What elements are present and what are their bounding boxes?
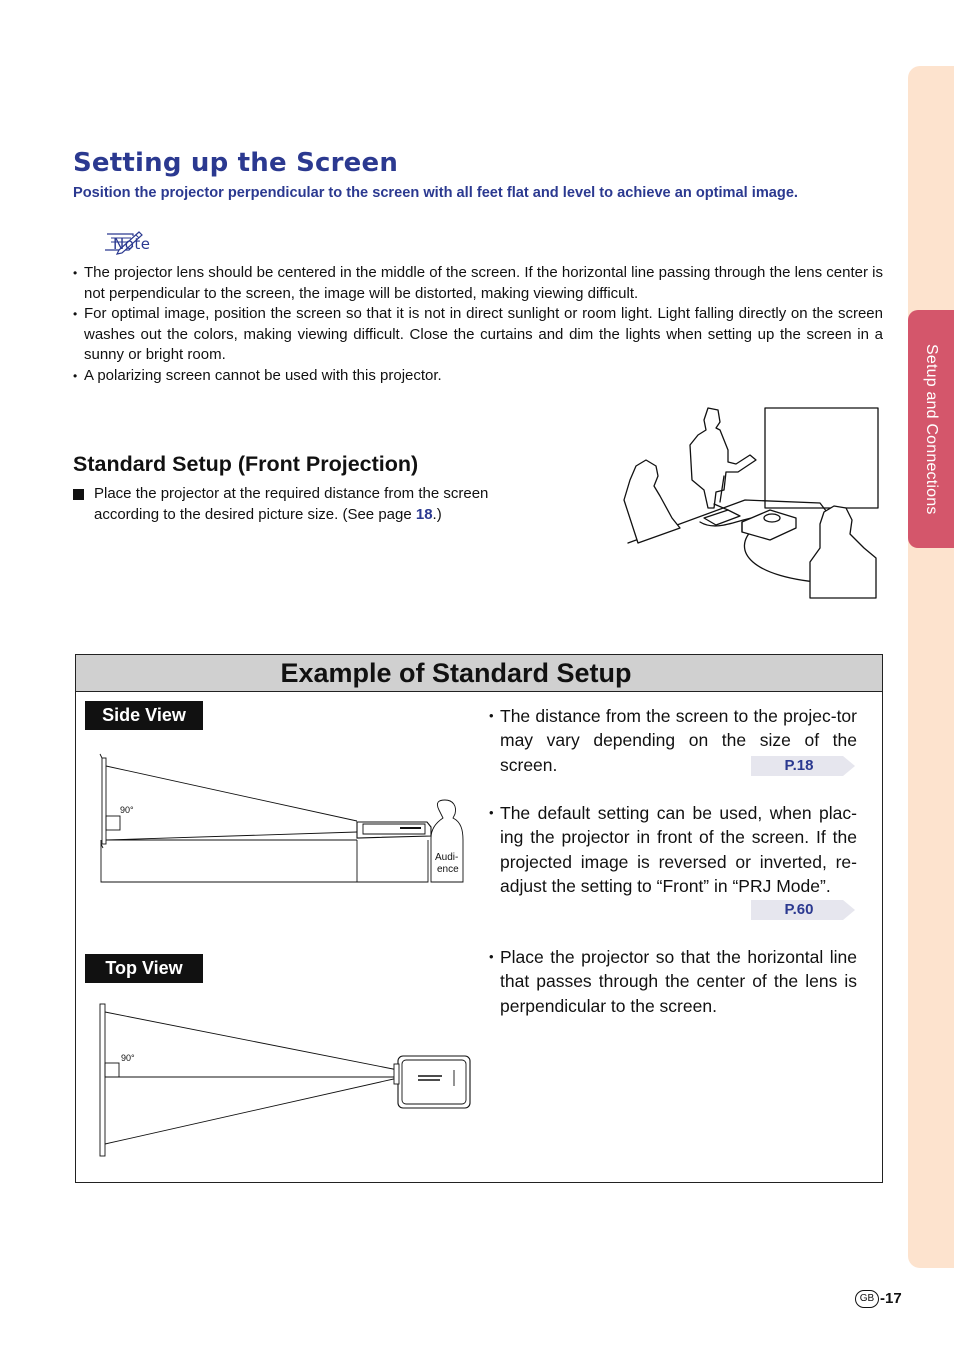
- section-lead: Position the projector perpendicular to the screen with all feet flat and level to achieve an optimal image.: [73, 185, 798, 201]
- example-bullet-1: • The distance from the screen to the projec-tor may vary depending on the size of the screen.: [489, 704, 857, 777]
- top-view-label: Top View: [85, 954, 203, 983]
- top-view-angle-label: 90°: [121, 1053, 135, 1063]
- note-list: [73, 263, 883, 386]
- side-view-label: Side View: [85, 701, 203, 730]
- example-bullet-3-list: [489, 945, 857, 1018]
- standard-setup-text-before: Place the projector at the required distance from the screen according to the desired picture size. (See page: [94, 485, 489, 523]
- side-view-diagram: [95, 748, 475, 888]
- side-tab-label: Setup and Connections: [923, 343, 940, 515]
- page-ref-link[interactable]: 18: [415, 505, 433, 523]
- example-bullet-2-list: [489, 801, 857, 898]
- standard-setup-title: Standard Setup (Front Projection): [73, 452, 419, 476]
- example-bullet-2: • The default setting can be used, when plac-ing the projector in front of the screen. If the projected image is reversed or inverted, re-adjust the setting to “Front” in “PRJ Mode”.: [489, 801, 857, 898]
- note-item: • The projector lens should be centered in the middle of the screen. If the horizontal line passing through the lens center is not perpendicular to the screen, the image will be distorted, making viewing difficult.: [73, 263, 883, 304]
- page-number: [855, 1290, 902, 1308]
- ref-tag-p60[interactable]: [751, 900, 855, 920]
- ref-tag-p60-label: P.60: [784, 901, 814, 918]
- top-view-diagram: [92, 998, 477, 1166]
- page-number-text: -17: [880, 1290, 902, 1307]
- ref-tag-p18[interactable]: [751, 756, 855, 776]
- side-view-angle-label: 90°: [120, 805, 134, 815]
- audience-label-line-2: ence: [437, 864, 459, 875]
- note-label: Note: [113, 235, 151, 253]
- note-item: • A polarizing screen cannot be used with this projector.: [73, 366, 883, 387]
- audience-label-line-1: Audi-: [435, 852, 459, 863]
- room-illustration: [620, 400, 885, 605]
- section-title: Setting up the Screen: [73, 148, 399, 178]
- standard-setup-text-after: .): [432, 505, 442, 523]
- example-title: Example of Standard Setup: [280, 658, 632, 688]
- ref-tag-p18-label: P.18: [784, 757, 814, 774]
- example-bullet-3: • Place the projector so that the horizontal line that passes through the center of the lens is perpendicular to the screen.: [489, 945, 857, 1018]
- standard-setup-text: [94, 484, 544, 525]
- side-tab-background: [908, 66, 954, 1268]
- note-item: • For optimal image, position the screen so that it is not in direct sunlight or room light. Light falling directly on the screen washes out the colors, making viewing difficult. Close the curtains and dim the lights when setting up the screen in a sunny or bright room.: [73, 304, 883, 366]
- gb-badge: GB: [855, 1290, 879, 1308]
- square-bullet-icon: [73, 489, 84, 500]
- side-tab-label-wrap[interactable]: [908, 310, 954, 548]
